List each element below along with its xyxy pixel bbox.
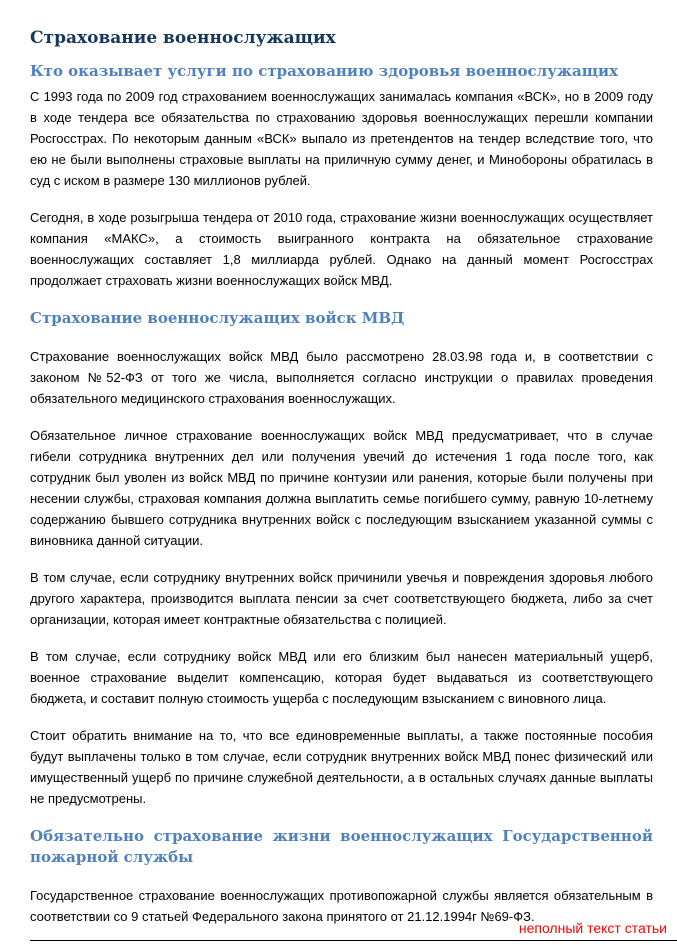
- paragraph: С 1993 года по 2009 год страхованием военнослужащих занималась компания «ВСК», но в 2009 году в ходе тендера все обязательства по страхованию здоровья военнослужащих перешли компании Росгосстрах. По некоторым данным «ВСК» выпало из претендентов на тендер вследствие того, что ею не были выполнены страховые выплаты на приличную сумму денег, и Минобороны обратилась в суд с иском в размере 130 миллионов рублей.: [30, 89, 653, 188]
- section-heading-fire-service: Обязательно страхование жизни военнослужащих Государственной пожарной службы: [30, 827, 653, 866]
- paragraph: Страхование военнослужащих войск МВД было рассмотрено 28.03.98 года и, в соответствии с законом №52-ФЗ от того же числа, выполняется согласно инструкции о правилах проведения обязательного медицинского страхования военнослужащих.: [30, 349, 653, 406]
- page-title: Страхование военнослужащих: [30, 28, 336, 48]
- paragraph: Стоит обратить внимание на то, что все единовременные выплаты, а также постоянные пособия будут выплачены только в том случае, если сотрудник внутренних войск МВД понес физический или имущественный ущерб по причине служебной деятельности, а в остальных случаях данные выплаты не предусмотрены.: [30, 728, 653, 806]
- section-heading-insurers: Кто оказывает услуги по страхованию здоровья военнослужащих: [30, 62, 619, 80]
- section-heading-mvd: Страхование военнослужащих войск МВД: [30, 309, 405, 327]
- article: [30, 27, 653, 927]
- paragraph: Обязательное личное страхование военнослужащих войск МВД предусматривает, что в случае гибели сотрудника внутренних дел или получения увечий до истечения 1 года после того, как сотрудник был уволен из войск МВД по причине контузии или ранения, которые были получены при несении службы, страховая компания должна выплатить семье погибшего сумму, равную 10-летнему содержанию бывшего сотрудника внутренних войск с последующим взысканием указанной суммы с виновника данной ситуации.: [30, 428, 653, 548]
- partial-text-note: неполный текст статьи: [518, 920, 667, 936]
- paragraph: Государственное страхование военнослужащих противопожарной службы является обязательным в соответствии со 9 статьей Федерального закона принятого от 21.12.1994г №69-ФЗ.: [30, 888, 653, 924]
- paragraph: В том случае, если сотруднику войск МВД или его близким был нанесен материальный ущерб, военное страхование выделит компенсацию, которая будет выдаваться из соответствующего бюджета, и составит полную стоимость ущерба с последующим взысканием с виновного лица.: [30, 649, 653, 706]
- paragraph: В том случае, если сотруднику внутренних войск причинили увечья и повреждения здоровья любого другого характера, производится выплата пенсии за счет соответствующего бюджета, либо за счет организации, которая имеет контрактные обязательства с полицией.: [30, 570, 653, 627]
- paragraph: Сегодня, в ходе розыгрыша тендера от 2010 года, страхование жизни военнослужащих осуществляет компания «МАКС», а стоимость выигранного контракта на обязательное страхование военнослужащих составляет 1,8 миллиарда рублей. Однако на данный момент Росгосстрах продолжает страховать жизни военнослужащих войск МВД.: [30, 210, 653, 288]
- bottom-divider: [30, 940, 677, 941]
